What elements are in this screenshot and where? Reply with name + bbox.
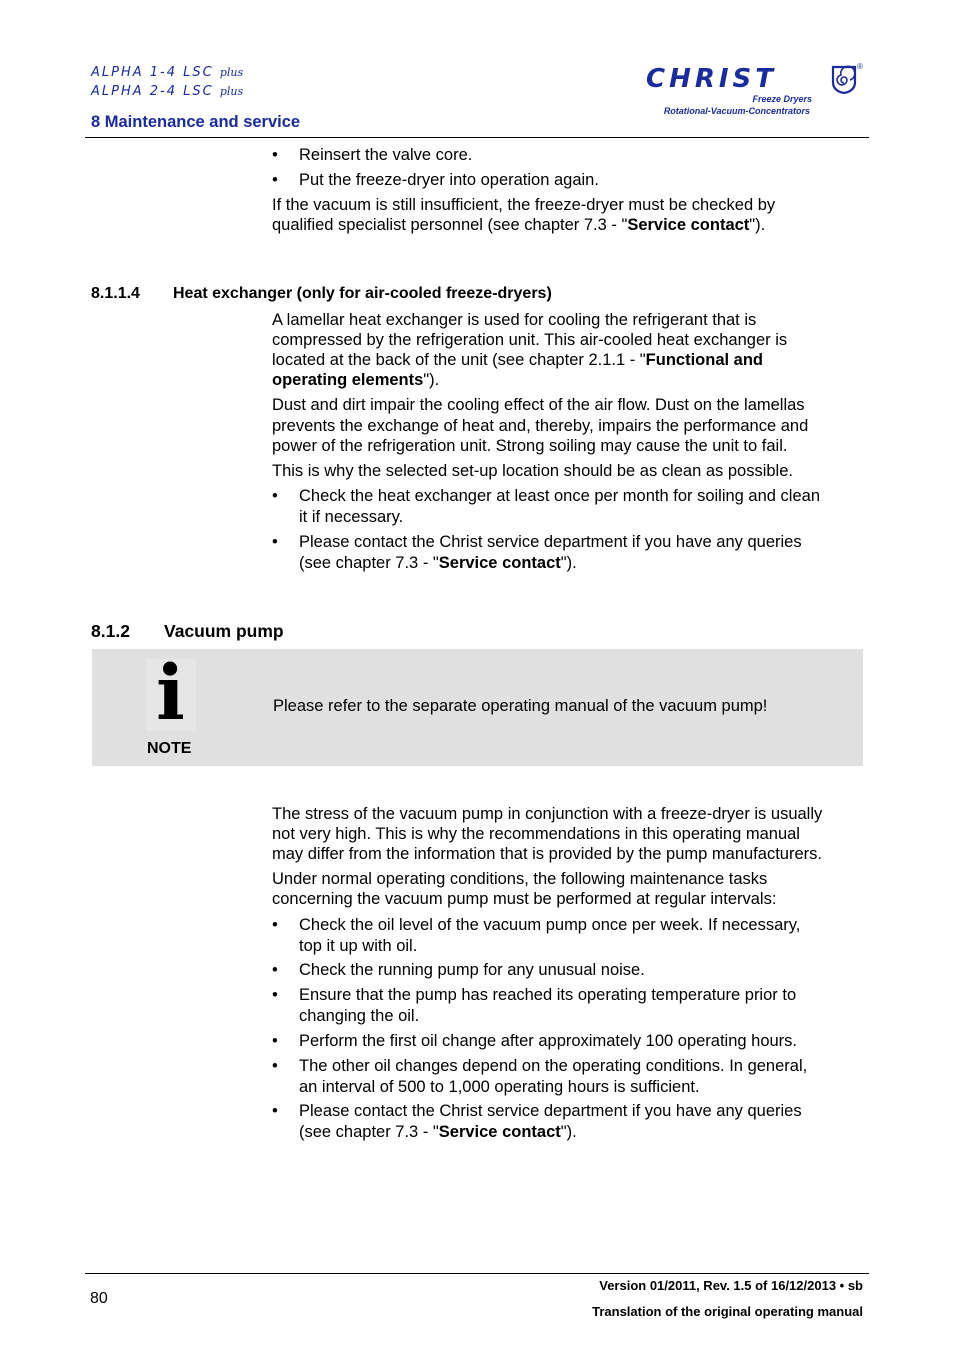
bullet-mark: • [272,533,278,551]
spiral-emblem-icon [830,64,858,94]
text-line: prevents the exchange of heat and, thereby, impairs the performance and [272,416,809,435]
section-number: 8.1.2 [91,621,130,641]
section-title: Vacuum pump [164,621,284,641]
text-line: compressed by the refrigeration unit. This air-cooled heat exchanger is [272,331,788,349]
text-line: concerning the vacuum pump must be performed at regular intervals: [272,890,777,908]
model-line-2 [91,84,243,99]
note-text: Please refer to the separate operating manual of the vacuum pump! [273,697,768,715]
logo-brand: CHRIST [646,64,777,94]
logo-line1: Freeze Dryers [752,94,812,104]
list-item-text: Perform the first oil change after approximately 100 operating hours. [299,1032,798,1050]
info-icon [146,648,196,737]
version-line: Version 01/2011, Rev. 1.5 of 16/12/2013 • sb [599,1278,863,1293]
list-item-text: Ensure that the pump has reached its operating temperature prior to changing the oil. [299,986,797,1025]
note-box [92,649,863,766]
list-item-text: Please contact the Christ service department if you have any queries (see chapter 7.3 - "Service contact"). [299,1102,802,1141]
list-item-text: Please contact the Christ service department if you have any queries (see chapter 7.3 - "Service contact"). [299,533,802,572]
bullet-mark: • [272,1057,278,1075]
section-title: Heat exchanger (only for air-cooled freeze-dryers) [173,285,552,302]
paragraph [272,195,864,235]
text-line: The stress of the vacuum pump in conjunction with a freeze-dryer is usually [272,805,823,823]
bullet-mark: • [272,1102,278,1120]
logo-line2: Rotational-Vacuum-Concentrators [663,106,810,116]
list-item-text: Check the running pump for any unusual noise. [299,961,645,979]
page-number: 80 [90,1290,108,1307]
list-item-text: Check the oil level of the vacuum pump once per week. If necessary, top it up with oil. [299,916,801,955]
bullet-mark: • [272,916,278,934]
bullet-mark: • [272,961,278,979]
paragraph: This is why the selected set-up location should be as clean as possible. [272,462,793,480]
text-line: not very high. This is why the recommendations in this operating manual [272,825,800,843]
registered-mark: ® [857,62,863,71]
text-line: power of the refrigeration unit. Strong soiling may cause the unit to fail. [272,437,788,455]
bullet-mark: • [272,487,278,505]
text-line: located at the back of the unit (see chapter 2.1.1 - "Functional and [272,351,764,369]
paragraph [272,804,864,864]
paragraph [272,310,864,390]
text-line: operating elements"). [272,371,440,389]
header-rule [85,137,869,138]
footer-rule [85,1273,869,1274]
paragraph [272,869,864,909]
bullet-mark: • [272,1032,278,1050]
bullet-mark: • [272,986,278,1004]
text-line: A lamellar heat exchanger is used for cooling the refrigerant that is [272,311,757,329]
text-line: may differ from the information that is provided by the pump manufacturers. [272,845,822,863]
bullet-mark: • [272,171,278,189]
bullet-mark: • [272,146,278,164]
text-line: Under normal operating conditions, the following maintenance tasks [272,870,768,888]
section-header: 8 Maintenance and service [91,113,301,131]
christ-logo [640,62,865,118]
note-label: NOTE [147,740,192,757]
paragraph [272,395,864,457]
model-name: ALPHA 1-4 LSC [91,65,214,80]
info-glyph: i [156,648,185,737]
list-item-text: Check the heat exchanger at least once per month for soiling and clean it if necessary. [299,487,820,526]
text-line: qualified specialist personnel (see chapter 7.3 - "Service contact"). [272,216,766,234]
model-suffix: plus [219,85,244,98]
model-line-1 [91,65,243,80]
model-name: ALPHA 2-4 LSC [91,84,214,99]
text-line: Dust and dirt impair the cooling effect of the air flow. Dust on the lamellas [272,396,805,414]
model-suffix: plus [219,66,244,79]
list-item-text: Put the freeze-dryer into operation again. [299,171,599,189]
text-line: If the vacuum is still insufficient, the freeze-dryer must be checked by [272,196,776,214]
section-number: 8.1.1.4 [91,285,140,302]
list-item-text: Reinsert the valve core. [299,146,473,164]
list-item-text: The other oil changes depend on the operating conditions. In general, an interval of 500 to 1,000 operating hours is sufficient. [299,1057,808,1096]
translation-line: Translation of the original operating manual [592,1304,863,1319]
